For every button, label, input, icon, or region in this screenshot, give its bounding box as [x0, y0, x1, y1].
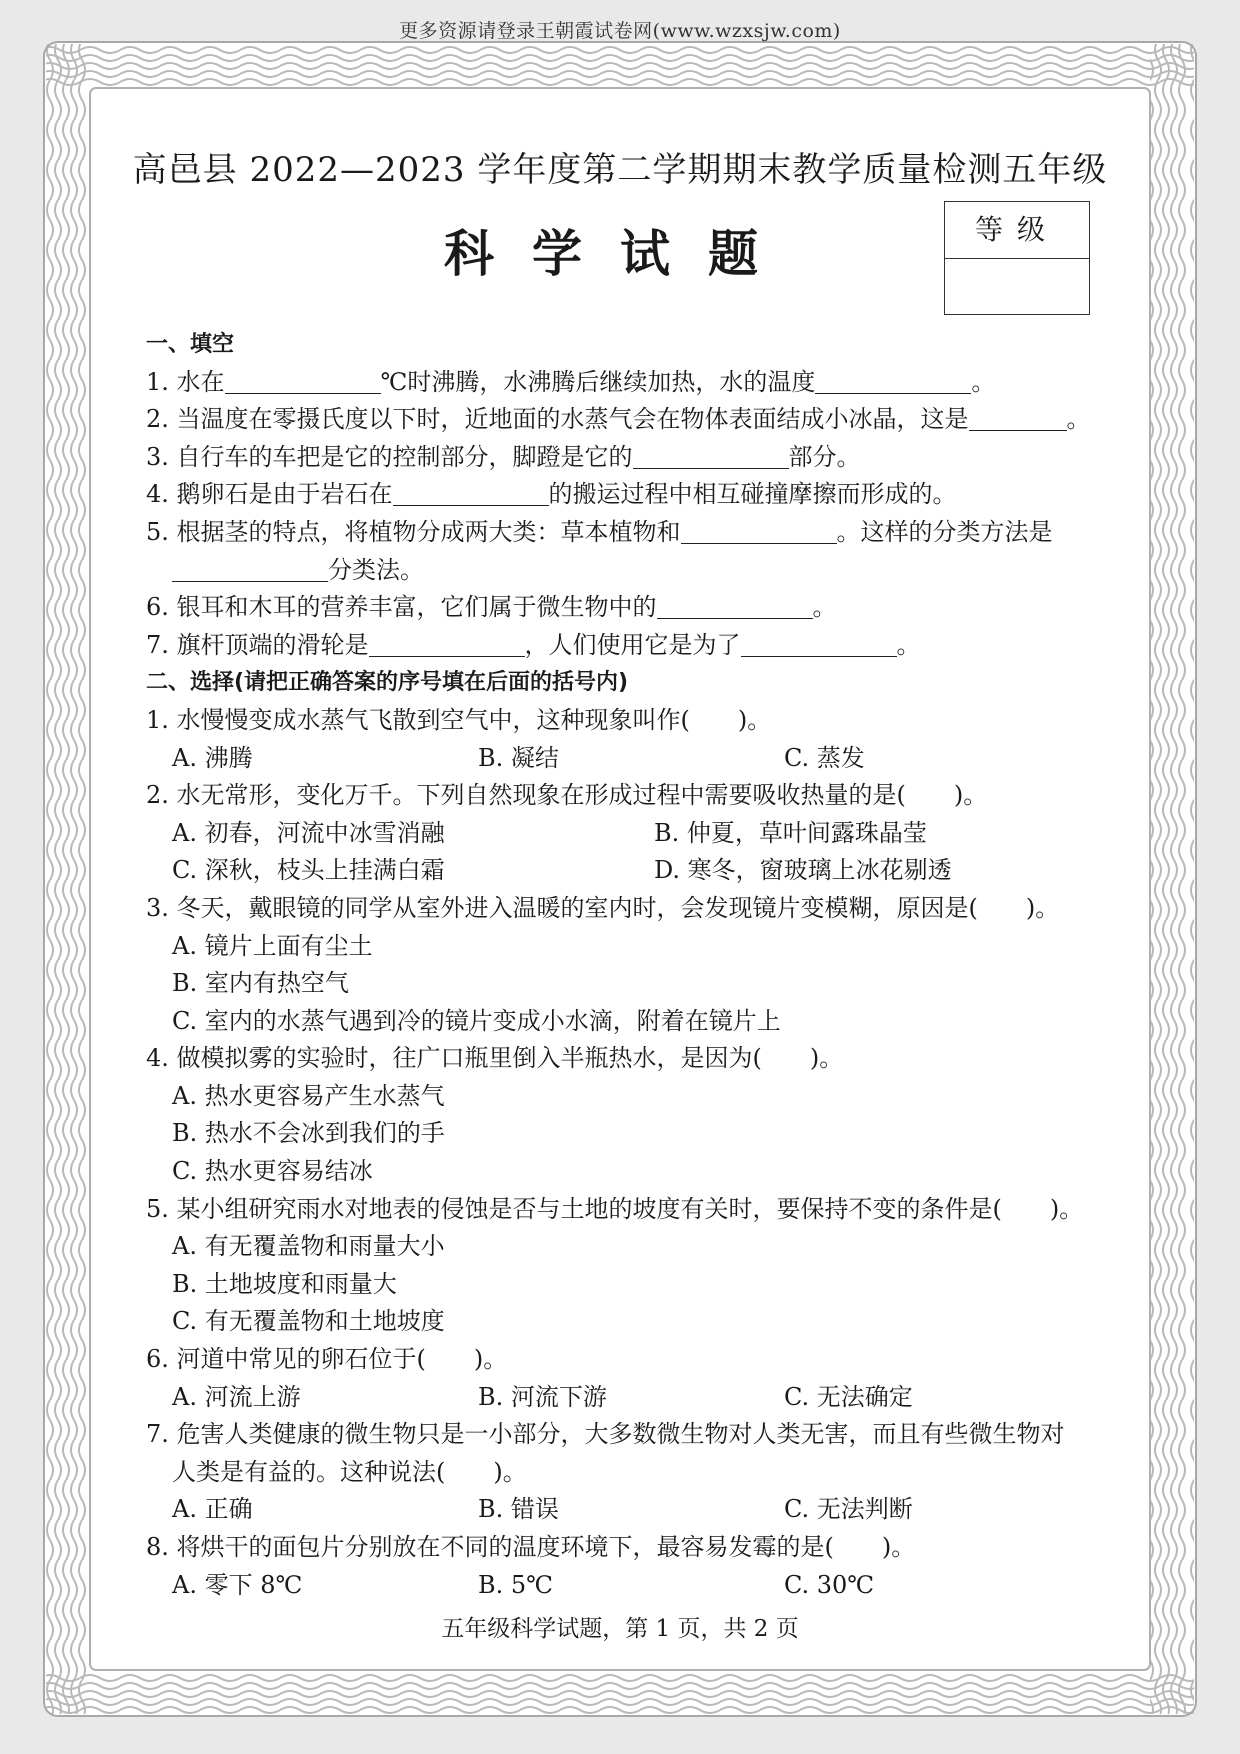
fill-question-2: 2. 当温度在零摄氏度以下时，近地面的水蒸气会在物体表面结成小冰晶，这是 。 — [146, 405, 1091, 434]
option-b[interactable]: B. 热水不会冰到我们的手 — [172, 1119, 445, 1148]
option-a[interactable]: A. 河流上游 — [172, 1382, 301, 1411]
option-a[interactable]: A. 热水更容易产生水蒸气 — [172, 1081, 445, 1110]
choice-question-4: 4. 做模拟雾的实验时，往广口瓶里倒入半瓶热水，是因为( )。 — [146, 1044, 844, 1073]
fill-question-5: 5. 根据茎的特点，将植物分成两大类：草本植物和 。这样的分类方法是 — [146, 517, 1053, 546]
option-a[interactable]: A. 镜片上面有尘土 — [172, 931, 373, 960]
section-fill-blank-title: 一、填空 — [146, 332, 235, 357]
option-a[interactable]: A. 有无覆盖物和雨量大小 — [172, 1232, 445, 1261]
option-c[interactable]: C. 有无覆盖物和土地坡度 — [172, 1307, 445, 1336]
choice-question-2: 2. 水无常形，变化万千。下列自然现象在形成过程中需要吸收热量的是( )。 — [146, 781, 988, 810]
choice-options — [146, 1379, 1106, 1417]
section-choice-title: 二、选择(请把正确答案的序号填在后面的括号内) — [146, 670, 629, 696]
exam-body — [146, 326, 1106, 1604]
fill-question-1: 1. 水在 ℃时沸腾，水沸腾后继续加热，水的温度 。 — [146, 367, 996, 396]
fill-question-6: 6. 银耳和木耳的营养丰富，它们属于微生物中的 。 — [146, 593, 837, 622]
option-a[interactable]: A. 正确 — [172, 1495, 253, 1524]
option-b[interactable]: B. 错误 — [478, 1495, 559, 1524]
choice-question-5: 5. 某小组研究雨水对地表的侵蚀是否与土地的坡度有关时，要保持不变的条件是( )。 — [146, 1194, 1084, 1223]
choice-question-7-continued: 人类是有益的。这种说法( )。 — [172, 1457, 527, 1486]
source-banner: 更多资源请登录王朝霞试卷网(www.wzxsjw.com) — [399, 20, 841, 42]
option-a[interactable]: A. 零下 8℃ — [172, 1570, 303, 1599]
option-b[interactable]: B. 土地坡度和雨量大 — [172, 1269, 397, 1298]
answer-blank[interactable] — [969, 406, 1067, 431]
grade-input-area[interactable] — [945, 259, 1089, 315]
option-c[interactable]: C. 无法判断 — [784, 1495, 913, 1524]
choice-options — [146, 1567, 1106, 1605]
answer-blank[interactable] — [225, 369, 381, 394]
answer-blank[interactable] — [657, 594, 813, 619]
option-c[interactable]: C. 30℃ — [784, 1570, 875, 1599]
exam-subject-title: 科学试题 — [444, 225, 796, 283]
option-d[interactable]: D. 寒冬，窗玻璃上冰花剔透 — [654, 856, 952, 885]
choice-question-6: 6. 河道中常见的卵石位于( )。 — [146, 1345, 508, 1374]
fill-question-3: 3. 自行车的车把是它的控制部分，脚蹬是它的 部分。 — [146, 442, 861, 471]
answer-blank[interactable] — [741, 632, 897, 657]
page-footer: 五年级科学试题，第 1 页，共 2 页 — [441, 1616, 799, 1642]
answer-blank[interactable] — [393, 481, 549, 506]
choice-options — [146, 740, 1106, 778]
option-c[interactable]: C. 热水更容易结冰 — [172, 1157, 373, 1186]
option-c[interactable]: C. 深秋，枝头上挂满白霜 — [172, 856, 445, 885]
choice-options — [146, 852, 1106, 890]
option-c[interactable]: C. 蒸发 — [784, 743, 865, 772]
option-c[interactable]: C. 无法确定 — [784, 1382, 913, 1411]
choice-question-8: 8. 将烘干的面包片分别放在不同的温度环境下，最容易发霉的是( )。 — [146, 1533, 916, 1561]
option-b[interactable]: B. 室内有热空气 — [172, 969, 349, 998]
choice-options — [146, 815, 1106, 853]
choice-question-3: 3. 冬天，戴眼镜的同学从室外进入温暖的室内时，会发现镜片变模糊，原因是( )。 — [146, 893, 1060, 922]
option-b[interactable]: B. 仲夏，草叶间露珠晶莹 — [654, 818, 927, 847]
grade-label: 等级 — [945, 202, 1089, 259]
option-b[interactable]: B. 河流下游 — [478, 1382, 607, 1411]
fill-question-5-continued: 分类法。 — [146, 552, 1106, 590]
fill-question-7: 7. 旗杆顶端的滑轮是 ，人们使用它是为了 。 — [146, 630, 921, 659]
choice-options — [146, 1491, 1106, 1529]
option-c[interactable]: C. 室内的水蒸气遇到冷的镜片变成小水滴，附着在镜片上 — [172, 1006, 781, 1035]
answer-blank[interactable] — [815, 369, 971, 394]
option-a[interactable]: A. 沸腾 — [172, 743, 253, 772]
grade-box — [944, 201, 1090, 315]
answer-blank[interactable] — [633, 444, 789, 469]
fill-question-4: 4. 鹅卵石是由于岩石在 的搬运过程中相互碰撞摩擦而形成的。 — [146, 480, 957, 509]
option-b[interactable]: B. 5℃ — [478, 1570, 554, 1599]
choice-question-7: 7. 危害人类健康的微生物只是一小部分，大多数微生物对人类无害，而且有些微生物对 — [146, 1420, 1065, 1449]
exam-title: 高邑县 2022—2023 学年度第二学期期末教学质量检测五年级 — [132, 150, 1108, 190]
option-b[interactable]: B. 凝结 — [478, 743, 559, 772]
answer-blank[interactable] — [681, 519, 837, 544]
choice-question-1: 1. 水慢慢变成水蒸气飞散到空气中，这种现象叫作( )。 — [146, 705, 772, 734]
answer-blank[interactable] — [172, 557, 328, 582]
answer-blank[interactable] — [369, 632, 525, 657]
option-a[interactable]: A. 初春，河流中冰雪消融 — [172, 818, 445, 847]
